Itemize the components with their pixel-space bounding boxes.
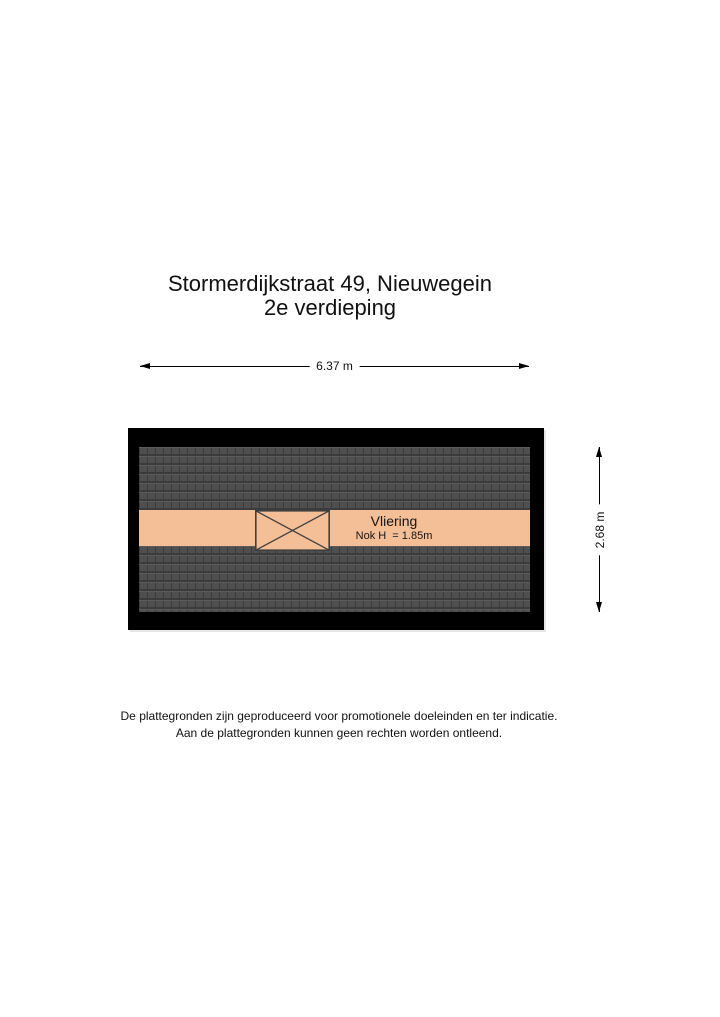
- disclaimer-line1: De plattegronden zijn geproduceerd voor promotionele doeleinden en ter indicatie.: [120, 709, 558, 723]
- room-name: Vliering: [370, 513, 418, 529]
- disclaimer: [121, 708, 558, 741]
- room-height-note: Nok H = 1.85m: [355, 530, 433, 542]
- width-dimension: [140, 360, 529, 372]
- height-dimension-label: 2.68 m: [593, 504, 607, 555]
- disclaimer-line2: Aan de plattegronden kunnen geen rechten worden ontleend.: [175, 725, 503, 740]
- width-dimension-label: 6.37 m: [309, 359, 360, 373]
- page-title-floor: 2e verdieping: [263, 295, 397, 320]
- page-title-address: Stormerdijkstraat 49, Nieuwegein: [167, 271, 493, 296]
- vliering-floor-band: [139, 510, 530, 546]
- arrow-down-icon: [596, 602, 602, 612]
- arrow-up-icon: [596, 447, 602, 457]
- loft-hatch-icon: [255, 510, 330, 551]
- floorplan-drawing: [128, 428, 544, 630]
- page-title: [168, 272, 492, 320]
- room-label: [356, 513, 433, 543]
- arrow-left-icon: [140, 363, 150, 369]
- height-dimension: [593, 447, 606, 612]
- arrow-right-icon: [519, 363, 529, 369]
